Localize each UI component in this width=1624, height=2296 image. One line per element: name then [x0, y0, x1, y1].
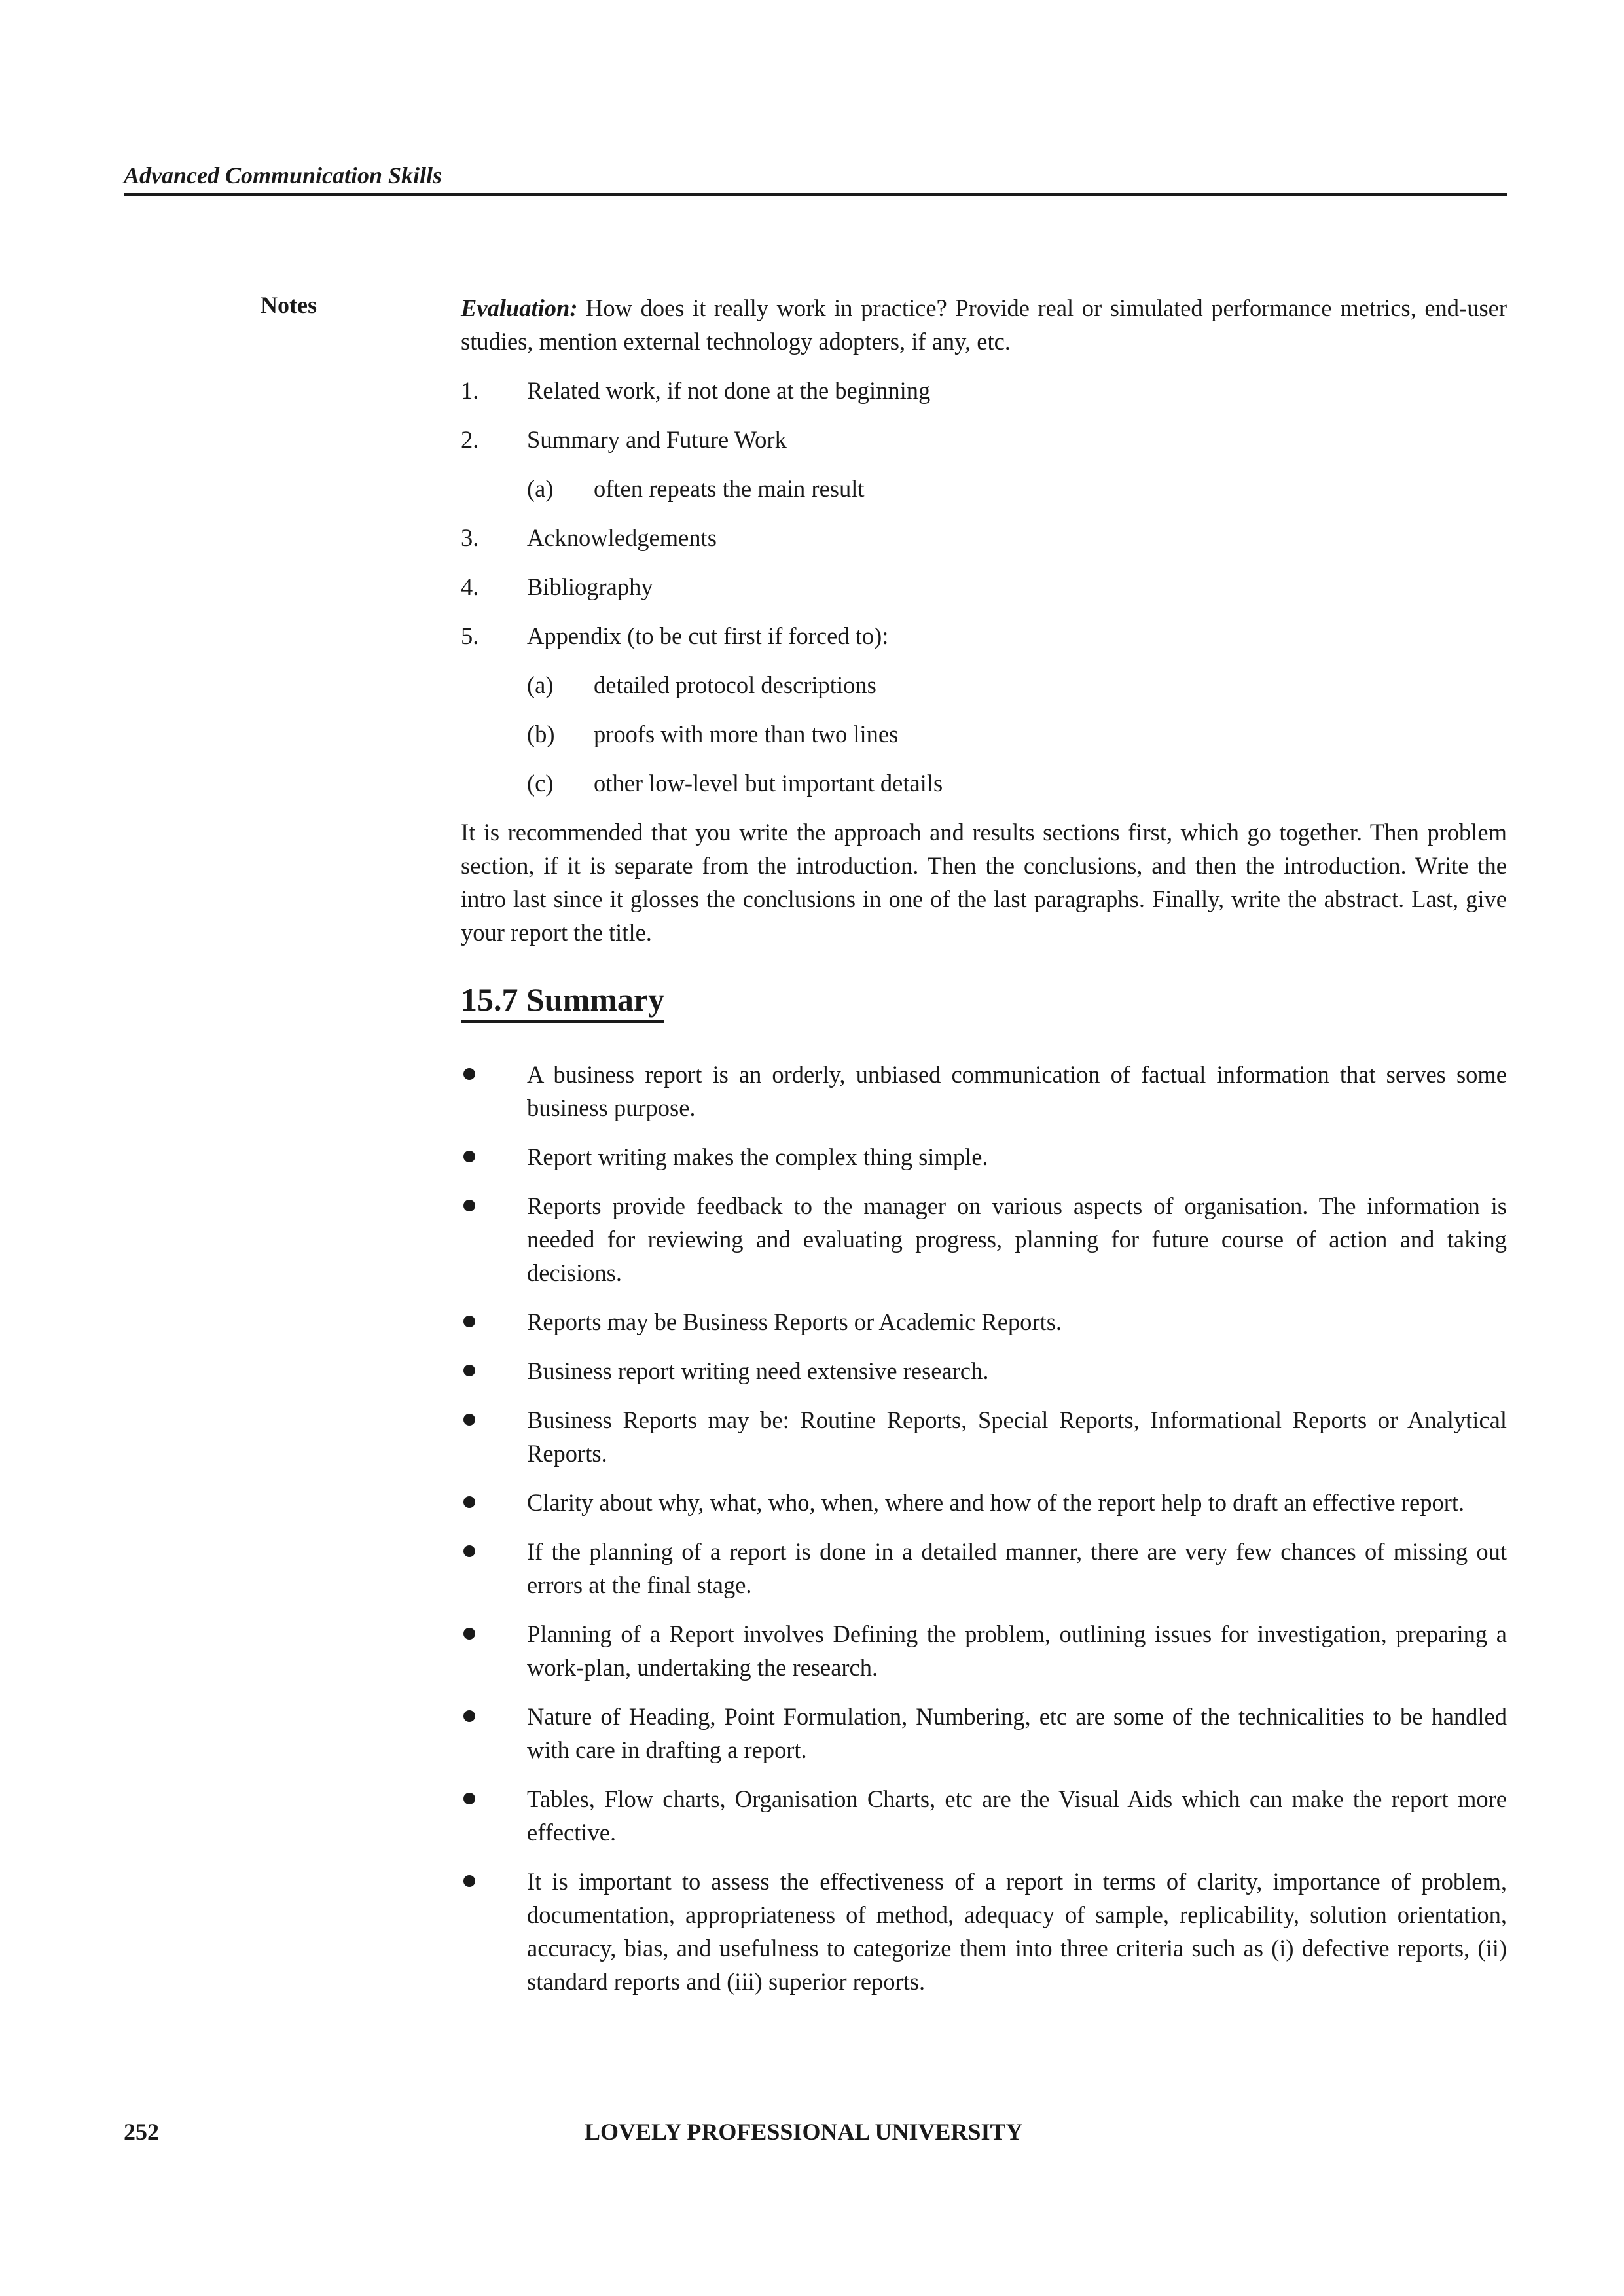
list-item-text: Related work, if not done at the beginning: [527, 377, 931, 404]
summary-bullet-text: Business report writing need extensive research.: [527, 1357, 989, 1384]
sub-list-marker: (b): [527, 721, 555, 747]
header-divider: [124, 193, 1507, 196]
summary-bullet: [461, 1535, 1507, 1602]
sub-list-item: [461, 766, 1507, 800]
summary-bullet: [461, 1189, 1507, 1289]
list-item-text: Bibliography: [527, 573, 653, 600]
summary-bullet: [461, 1354, 1507, 1388]
sub-list-item-text: other low-level but important details: [594, 770, 943, 797]
list-marker: 5.: [461, 622, 479, 649]
list-item: [461, 423, 1507, 456]
summary-bullet: [461, 1058, 1507, 1124]
list-item: [461, 374, 1507, 407]
sub-list-marker: (c): [527, 770, 554, 797]
list-marker: 4.: [461, 573, 479, 600]
notes-margin-label: Notes: [261, 292, 317, 318]
summary-bullet: [461, 1782, 1507, 1849]
summary-bullet: [461, 1617, 1507, 1684]
summary-bullet: [461, 1305, 1507, 1338]
summary-bullet-text: Reports may be Business Reports or Academic Reports.: [527, 1308, 1062, 1335]
list-item: [461, 521, 1507, 554]
bullet-dot-icon: [463, 1200, 475, 1211]
recommendation-paragraph: It is recommended that you write the approach and results sections first, which go together. Then problem section, if it is separate from the introduction. Then the conclusions, and then the introduction. Write the intro last since it glosses the conclusions in one of the last paragraphs. Finally, write the abstract. Last, give your report the title.: [461, 819, 1507, 946]
list-item: [461, 570, 1507, 603]
summary-bullet-text: Reports provide feedback to the manager on various aspects of organisation. The information is needed for reviewing and evaluating progress, planning for future course of action and taking decisions.: [527, 1193, 1507, 1286]
summary-bullet-text: Business Reports may be: Routine Reports, Special Reports, Informational Reports or Analytical Reports.: [527, 1407, 1507, 1467]
summary-bullet: [461, 1486, 1507, 1519]
list-item-text: Summary and Future Work: [527, 426, 787, 453]
bullet-dot-icon: [463, 1710, 475, 1722]
bullet-dot-icon: [463, 1365, 475, 1376]
bullet-dot-icon: [463, 1068, 475, 1080]
sub-list-item: [461, 472, 1507, 505]
bullet-dot-icon: [463, 1316, 475, 1327]
evaluation-paragraph: [461, 291, 1507, 358]
summary-bullet-text: Report writing makes the complex thing simple.: [527, 1143, 988, 1170]
summary-heading: 15.7 Summary: [461, 980, 664, 1023]
summary-bullet: [461, 1700, 1507, 1767]
list-item-text: Appendix (to be cut first if forced to):: [527, 622, 889, 649]
sub-list-item-text: detailed protocol descriptions: [594, 672, 876, 698]
bullet-dot-icon: [463, 1545, 475, 1557]
numbered-list: [461, 374, 1507, 800]
sub-list-marker: (a): [527, 672, 554, 698]
sub-list-marker: (a): [527, 475, 554, 502]
sub-list-item: [461, 717, 1507, 751]
summary-bullet: [461, 1140, 1507, 1174]
main-content: [461, 291, 1507, 2014]
list-item: [461, 619, 1507, 653]
bullet-dot-icon: [463, 1151, 475, 1162]
list-marker: 3.: [461, 524, 479, 551]
summary-bullet-text: A business report is an orderly, unbiased communication of factual information that serves some business purpose.: [527, 1061, 1507, 1121]
summary-bullet-text: Nature of Heading, Point Formulation, Numbering, etc are some of the technicalities to be handled with care in drafting a report.: [527, 1703, 1507, 1763]
evaluation-lead: Evaluation:: [461, 295, 578, 321]
list-item-text: Acknowledgements: [527, 524, 717, 551]
bullet-dot-icon: [463, 1496, 475, 1508]
bullet-dot-icon: [463, 1793, 475, 1804]
list-marker: 1.: [461, 377, 479, 404]
summary-bullet-text: Tables, Flow charts, Organisation Charts, etc are the Visual Aids which can make the report more effective.: [527, 1785, 1507, 1846]
summary-bullet-text: If the planning of a report is done in a detailed manner, there are very few chances of missing out errors at the final stage.: [527, 1538, 1507, 1598]
page-number: 252: [124, 2119, 159, 2145]
sub-list-item-text: proofs with more than two lines: [594, 721, 899, 747]
summary-bullet-text: It is important to assess the effectiveness of a report in terms of clarity, importance of problem, documentation, appropriateness of method, adequacy of sample, replicability, solution orientation, accuracy, bias, and usefulness to categorize them into three criteria such as (i) defective reports, (ii) standard reports and (iii) superior reports.: [527, 1868, 1507, 1995]
running-header-title: Advanced Communication Skills: [124, 162, 442, 188]
summary-bullet: [461, 1865, 1507, 1998]
bullet-dot-icon: [463, 1875, 475, 1887]
bullet-dot-icon: [463, 1628, 475, 1640]
summary-bullet-text: Clarity about why, what, who, when, where and how of the report help to draft an effective report.: [527, 1489, 1465, 1516]
evaluation-text: How does it really work in practice? Provide real or simulated performance metrics, end-user studies, mention external technology adopters, if any, etc.: [461, 295, 1507, 355]
footer-university: LOVELY PROFESSIONAL UNIVERSITY: [585, 2119, 1023, 2145]
bullet-dot-icon: [463, 1414, 475, 1426]
summary-bullet-list: [461, 1058, 1507, 1998]
sub-list-item: [461, 668, 1507, 702]
sub-list-item-text: often repeats the main result: [594, 475, 865, 502]
list-marker: 2.: [461, 426, 479, 453]
summary-bullet-text: Planning of a Report involves Defining the problem, outlining issues for investigation, preparing a work-plan, undertaking the research.: [527, 1621, 1507, 1681]
summary-bullet: [461, 1403, 1507, 1470]
